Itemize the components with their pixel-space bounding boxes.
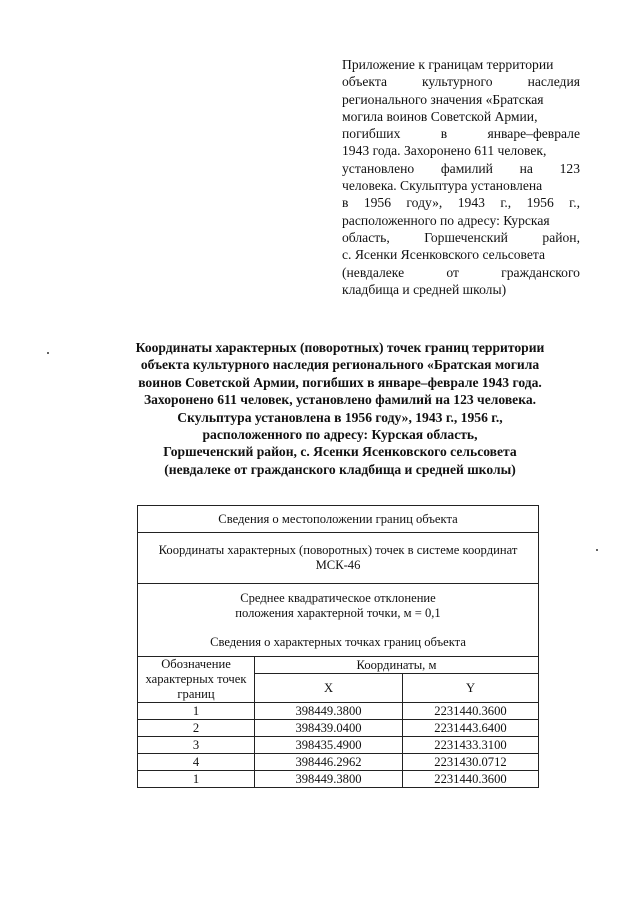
- y-cell: 2231440.3600: [403, 703, 539, 720]
- section-accuracy-line: положения характерной точки, м = 0,1: [235, 605, 441, 620]
- table-section-row: [138, 584, 539, 657]
- header-coordinates: Координаты, м: [255, 657, 539, 674]
- scan-speck: [47, 352, 49, 354]
- y-cell: 2231430.0712: [403, 754, 539, 771]
- appendix-line: [342, 194, 580, 211]
- appendix-line: [342, 229, 580, 246]
- appendix-word: установлено: [342, 160, 415, 176]
- appendix-word: район,: [542, 229, 580, 245]
- appendix-word: 1943: [457, 195, 485, 211]
- appendix-line: [342, 177, 580, 194]
- appendix-word: г.,: [569, 195, 580, 211]
- appendix-line: [342, 125, 580, 142]
- point-cell: 1: [138, 703, 255, 720]
- appendix-word: 1956: [526, 195, 554, 211]
- appendix-word: область,: [342, 229, 390, 245]
- document-title: [80, 339, 600, 478]
- appendix-line: [342, 142, 580, 159]
- x-cell: 398435.4900: [255, 737, 403, 754]
- section-accuracy-cell: [138, 584, 539, 657]
- appendix-word: 1956: [363, 195, 392, 211]
- appendix-word: фамилий: [440, 160, 493, 176]
- table-header-row: [138, 657, 539, 674]
- table-row: [138, 720, 539, 737]
- section-points-label: Сведения о характерных точках границ объекта: [210, 634, 466, 649]
- header-x: X: [255, 674, 403, 703]
- x-cell: 398449.3800: [255, 703, 403, 720]
- section-system-cell: [138, 533, 539, 584]
- appendix-word: в: [440, 126, 448, 142]
- title-line: воинов Советской Армии, погибших в январе–феврале 1943 года.: [138, 374, 542, 390]
- appendix-note: [342, 56, 580, 298]
- section-system-line: Координаты характерных (поворотных) точек в системе координат: [158, 543, 518, 557]
- y-cell: 2231433.3100: [403, 737, 539, 754]
- appendix-word: с. Ясенки Ясенковского сельсовета: [342, 247, 546, 263]
- section-accuracy-line: Среднее квадратическое отклонение: [240, 590, 436, 605]
- title-line: Захоронено 611 человек, установлено фамилий на 123 человека.: [143, 392, 537, 408]
- table-section-row: [138, 506, 539, 533]
- table-row: [138, 771, 539, 788]
- appendix-line: [342, 246, 580, 263]
- point-cell: 1: [138, 771, 255, 788]
- appendix-word: от: [446, 264, 459, 280]
- title-line: объекта культурного наследия регионального «Братская могила: [140, 357, 540, 373]
- appendix-word: объекта: [342, 74, 388, 90]
- appendix-word: г.,: [500, 195, 512, 211]
- coordinates-table: [137, 505, 539, 788]
- header-y: Y: [403, 674, 539, 703]
- appendix-line: [342, 281, 580, 298]
- y-cell: 2231440.3600: [403, 771, 539, 788]
- appendix-word: наследия: [527, 74, 580, 90]
- appendix-word: могила воинов Советской Армии,: [342, 108, 538, 124]
- appendix-line: [342, 73, 580, 90]
- section-system-line: МСК-46: [315, 558, 361, 572]
- appendix-word: Приложение к границам территории: [342, 57, 554, 72]
- table-row: [138, 754, 539, 771]
- point-cell: 3: [138, 737, 255, 754]
- appendix-line: [342, 91, 580, 108]
- appendix-word: Горшеченский: [424, 229, 508, 245]
- title-line: Координаты характерных (поворотных) точек границ территории: [135, 340, 545, 355]
- appendix-word: культурного: [422, 74, 493, 90]
- appendix-word: 123: [559, 160, 580, 176]
- header-point-name: Обозначение характерных точек границ: [138, 657, 255, 703]
- point-cell: 2: [138, 720, 255, 737]
- appendix-line: [342, 160, 580, 177]
- appendix-word: году»,: [406, 195, 443, 211]
- appendix-line: [342, 56, 580, 73]
- appendix-word: на: [519, 160, 533, 176]
- appendix-word: регионального значения «Братская: [342, 91, 544, 107]
- appendix-line: [342, 212, 580, 229]
- appendix-word: кладбища и средней школы): [342, 281, 507, 297]
- appendix-word: в: [342, 195, 349, 211]
- table-row: [138, 703, 539, 720]
- x-cell: 398449.3800: [255, 771, 403, 788]
- appendix-word: (невдалеке: [342, 264, 405, 280]
- table-section-row: [138, 533, 539, 584]
- title-line: (невдалеке от гражданского кладбища и средней школы): [164, 461, 516, 477]
- table-row: [138, 737, 539, 754]
- point-cell: 4: [138, 754, 255, 771]
- x-cell: 398439.0400: [255, 720, 403, 737]
- x-cell: 398446.2962: [255, 754, 403, 771]
- y-cell: 2231443.6400: [403, 720, 539, 737]
- appendix-word: гражданского: [501, 264, 580, 280]
- scan-speck: [596, 549, 598, 551]
- appendix-line: [342, 264, 580, 281]
- appendix-word: январе–феврале: [487, 126, 580, 142]
- appendix-word: человека. Скульптура установлена: [342, 178, 543, 194]
- appendix-word: погибших: [342, 126, 401, 142]
- appendix-line: [342, 108, 580, 125]
- appendix-word: расположенного по адресу: Курская: [342, 212, 550, 228]
- title-line: Горшеченский район, с. Ясенки Ясенковского сельсовета: [163, 444, 517, 460]
- title-line: Скульптура установлена в 1956 году», 1943 г., 1956 г.,: [177, 409, 503, 425]
- section-location-cell: Сведения о местоположении границ объекта: [138, 506, 539, 533]
- title-line: расположенного по адресу: Курская область,: [202, 427, 478, 443]
- appendix-word: 1943 года. Захоронено 611 человек,: [342, 143, 547, 159]
